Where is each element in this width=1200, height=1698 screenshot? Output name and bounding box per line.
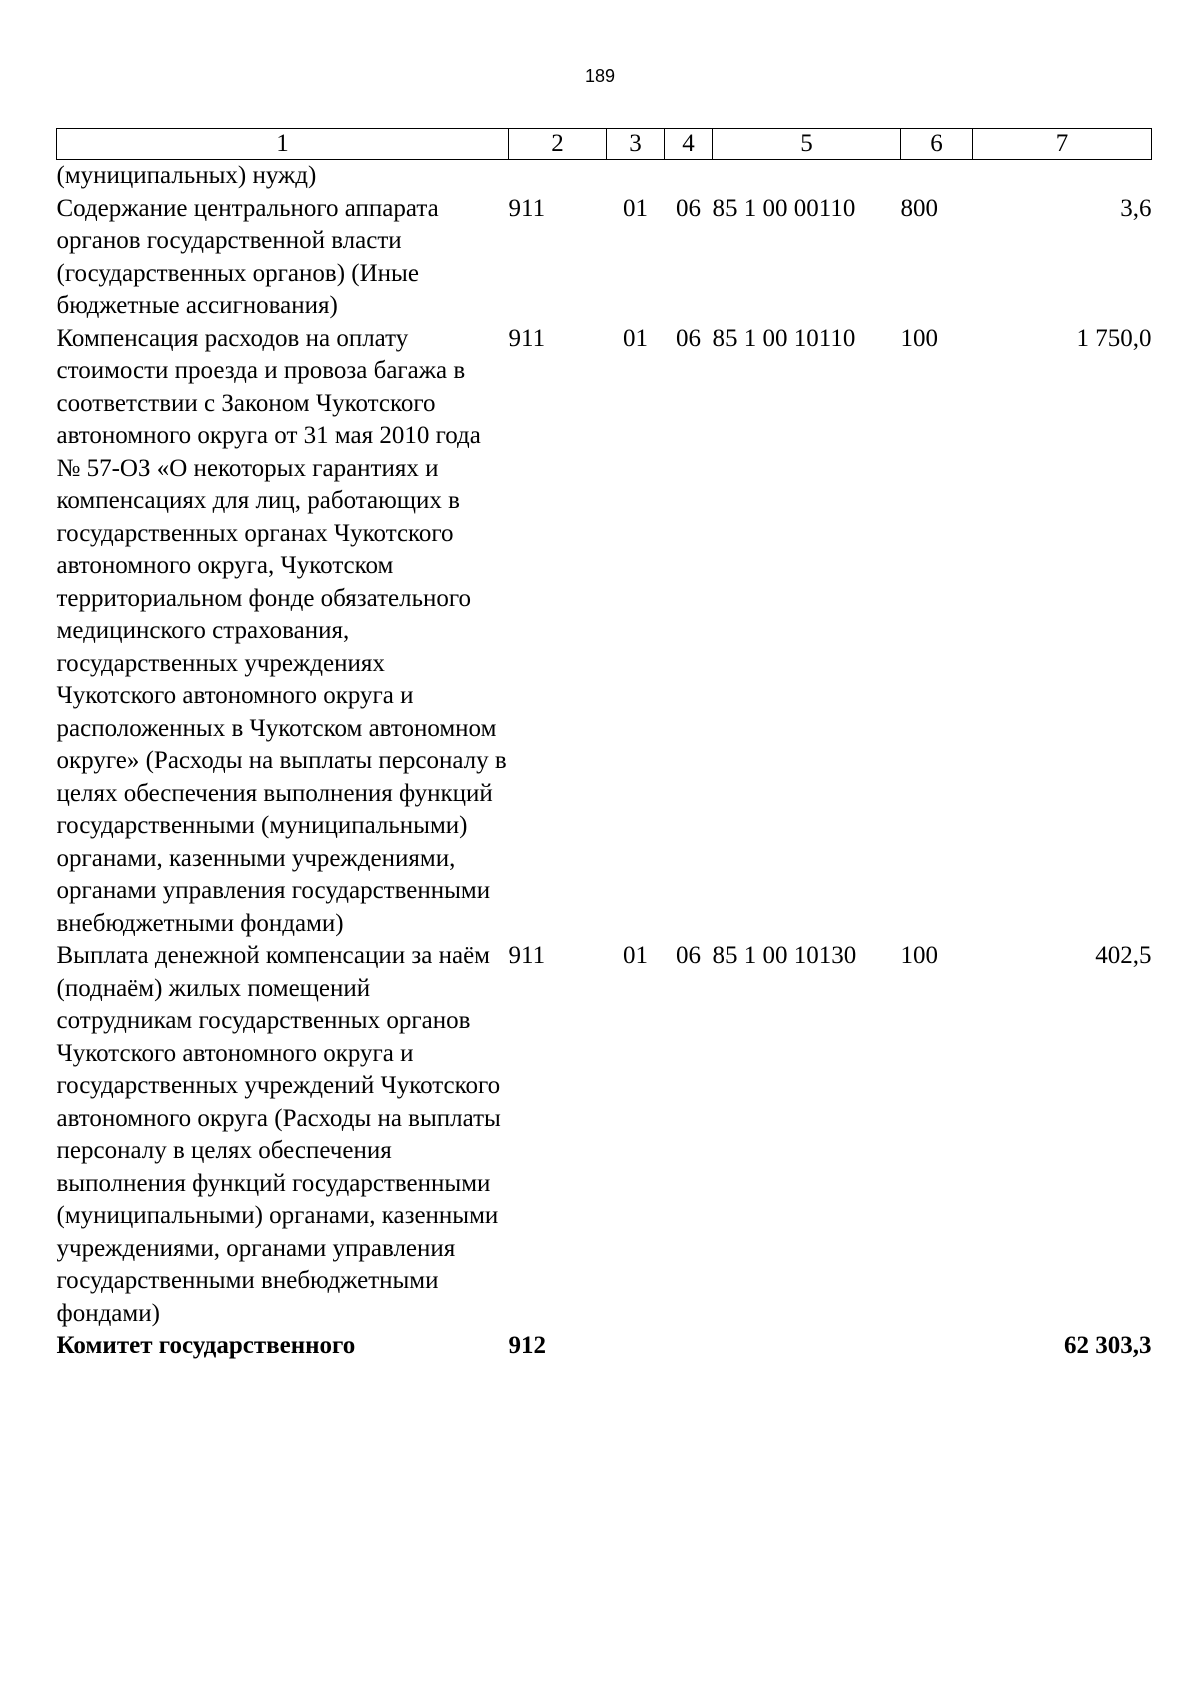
row-amount: 3,6 xyxy=(1120,194,1152,222)
row-expense-type: 100 xyxy=(900,942,938,969)
table-row xyxy=(57,323,1152,941)
row-amount: 402,5 xyxy=(1095,942,1152,969)
row-admin-code: 912 xyxy=(508,1332,546,1359)
table-row-department-total xyxy=(57,1330,1152,1363)
row-subsection: 06 xyxy=(676,194,701,222)
row-name: Выплата денежной компенсации за наём (поднаём) жилых помещений сотрудникам государственных органов Чукотского автономного округа и государственных учреждений Чукотского автономного округа (Расходы на выплаты персоналу в целях обеспечения выполнения функций государственными (муниципальными) органами, казенными учреждениями, органами управления государственными внебюджетными фондами) xyxy=(56,942,501,1327)
row-subsection xyxy=(665,1330,713,1363)
row-amount: 62 303,3 xyxy=(1064,1332,1152,1359)
row-admin-code: 911 xyxy=(508,324,546,352)
row-target-article xyxy=(713,1330,901,1363)
column-header-4: 4 xyxy=(665,129,713,160)
row-admin-code xyxy=(509,160,607,193)
column-header-1: 1 xyxy=(57,129,509,160)
row-subsection xyxy=(665,160,713,193)
row-name: Компенсация расходов на оплату стоимости проезда и провоза багажа в соответствии с Законом Чукотского автономного округа от 31 мая 2010 года № 57-ОЗ «О некоторых гарантиях и компенсациях для лиц, работающих в государственных органах Чукотского автономного округа, Чукотском территориальном фонде обязательного медицинского страхования, государственных учреждениях Чукотского автономного округа и расположенных в Чукотском автономном округе» (Расходы на выплаты персоналу в целях обеспечения выполнения функций государственными (муниципальными) органами, казенными учреждениями, органами управления государственными внебюджетными фондами) xyxy=(56,324,507,937)
row-target-article: 85 1 00 00110 xyxy=(712,194,856,222)
column-header-7: 7 xyxy=(973,129,1152,160)
column-header-2: 2 xyxy=(509,129,607,160)
row-section: 01 xyxy=(623,194,648,222)
row-expense-type: 800 xyxy=(900,194,938,222)
row-section xyxy=(607,160,665,193)
row-amount: 1 750,0 xyxy=(1076,324,1152,352)
row-name: Комитет государственного xyxy=(56,1332,356,1359)
table-row xyxy=(57,940,1152,1330)
row-admin-code: 911 xyxy=(508,194,546,222)
row-expense-type xyxy=(901,160,973,193)
row-subsection: 06 xyxy=(676,324,701,352)
page-number: 189 xyxy=(584,66,616,86)
row-name: (муниципальных) нужд) xyxy=(56,162,317,189)
row-section: 01 xyxy=(623,942,648,969)
row-expense-type xyxy=(901,1330,973,1363)
column-header-5: 5 xyxy=(713,129,901,160)
row-target-article: 85 1 00 10110 xyxy=(712,324,856,352)
row-admin-code: 911 xyxy=(508,942,546,969)
budget-table xyxy=(56,128,1152,1363)
column-header-3: 3 xyxy=(607,129,665,160)
table-row xyxy=(57,160,1152,193)
table-row xyxy=(57,193,1152,323)
row-section xyxy=(607,1330,665,1363)
table-header-row xyxy=(57,129,1152,160)
row-target-article: 85 1 00 10130 xyxy=(712,942,857,969)
row-subsection: 06 xyxy=(676,942,701,969)
row-amount xyxy=(973,160,1152,193)
row-target-article xyxy=(713,160,901,193)
row-section: 01 xyxy=(623,324,648,352)
row-expense-type: 100 xyxy=(900,324,938,352)
row-name: Содержание центрального аппарата органов государственной власти (государственных органов) (Иные бюджетные ассигнования) xyxy=(56,194,439,319)
column-header-6: 6 xyxy=(901,129,973,160)
